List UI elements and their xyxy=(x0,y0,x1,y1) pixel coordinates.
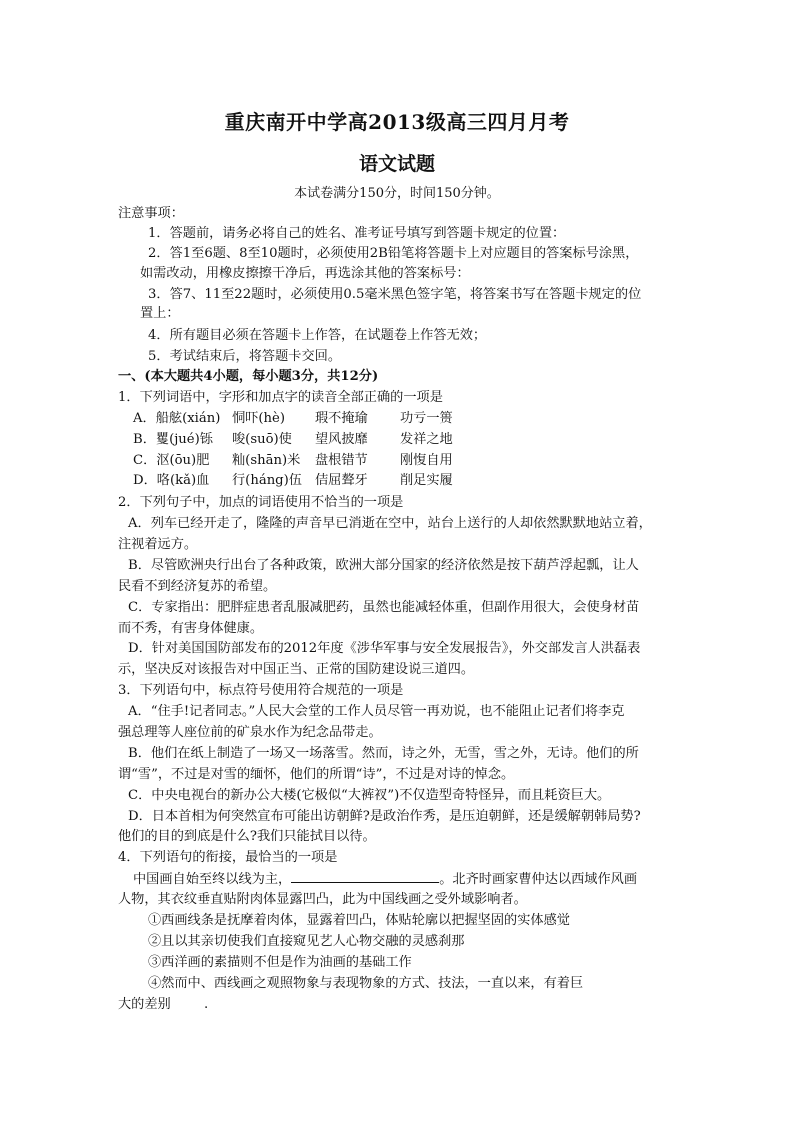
option-c-word-1: C．沤(ōu)肥 xyxy=(133,453,210,468)
note-item: 4．所有题目必须在答题卡上作答，在试题卷上作答无效； xyxy=(148,328,487,343)
option-line: 而不秀，有害身体健康。 xyxy=(118,621,264,636)
option-line: C．中央电视台的新办公大楼(它极似“大裤衩”)不仅造型奇特怪异，而且耗资巨大。 xyxy=(128,788,611,803)
note-item: 2．答1至6题、8至10题时，必须使用2B铅笔将答题卡上对应题目的答案标号涂黑， xyxy=(148,246,639,261)
sentence-option-tail: 大的差别 xyxy=(118,997,171,1012)
option-c-word-3: 盘根错节 xyxy=(315,453,368,468)
option-b-word-2: 唆(suō)使 xyxy=(232,432,292,447)
option-line: D．针对美国国防部发布的2012年度《涉华军事与安全发展报告》，外交部发言人洪磊表 xyxy=(128,641,641,656)
question-stem: 1．下列词语中，字形和加点字的读音全部正确的一项是 xyxy=(118,390,443,405)
option-line: 示，坚决反对该报告对中国正当、正常的国防建设说三道四。 xyxy=(118,662,475,677)
option-b-word-1: B．矍(jué)铄 xyxy=(133,432,213,447)
passage-text: 中国画自始至终以线为主， xyxy=(133,872,292,887)
sentence-option: ④然而中、西线画之观照物象与表现物象的方式、技法，一直以来，有着巨 xyxy=(148,976,584,991)
note-item: 如需改动，用橡皮擦擦干净后，再选涂其他的答案标号： xyxy=(140,266,470,281)
option-c-word-4: 刚愎自用 xyxy=(400,453,453,468)
tail-dot: . xyxy=(204,997,209,1012)
option-line: B．尽管欧洲央行出台了各种政策，欧洲大部分国家的经济依然是按下葫芦浮起瓢，让人 xyxy=(128,558,639,573)
sentence-option: ①西画线条是抚摩着肉体，显露着凹凸，体贴轮廓以把握坚固的实体感觉 xyxy=(148,913,570,928)
option-a-word-2: 恫吓(hè) xyxy=(232,411,285,426)
passage-text: 。北齐时画家曹仲达以西域作风画 xyxy=(439,872,638,887)
option-line: 他们的目的到底是什么?我们只能拭目以待。 xyxy=(118,829,376,844)
option-b-word-3: 望风披靡 xyxy=(315,432,368,447)
sentence-option: ③西洋画的素描则不但是作为油画的基础工作 xyxy=(148,955,412,970)
option-d-word-4: 削足实履 xyxy=(400,473,453,488)
exam-subtitle: 语文试题 xyxy=(358,153,435,175)
note-item: 5．考试结束后，将答题卡交回。 xyxy=(148,349,342,364)
note-item: 1．答题前，请务必将自己的姓名、准考证号填写到答题卡规定的位置： xyxy=(148,226,566,241)
option-c-word-2: 籼(shān)米 xyxy=(232,453,301,468)
question-stem: 4．下列语句的衔接，最恰当的一项是 xyxy=(118,850,338,865)
note-item: 3．答7、11至22题时，必须使用0.5毫米黑色签字笔，将答案书写在答题卡规定的位 xyxy=(148,287,642,302)
option-line: 民看不到经济复苏的希望。 xyxy=(118,579,277,594)
option-line: C．专家指出：肥胖症患者乱服减肥药，虽然也能减轻体重，但副作用很大，会使身材苗 xyxy=(128,600,640,615)
option-b-word-4: 发祥之地 xyxy=(400,432,453,447)
option-line: 强总理等人座位前的矿泉水作为纪念品带走。 xyxy=(118,725,382,740)
section-heading: 一、(本大题共4小题，每小题3分，共12分) xyxy=(118,369,379,384)
option-d-word-1: D．咯(kǎ)血 xyxy=(133,473,210,488)
sentence-option: ②且以其亲切使我们直接窥见艺人心物交融的灵感刹那 xyxy=(148,934,465,949)
option-a-word-3: 瑕不掩瑜 xyxy=(315,411,368,426)
option-line: A．“住手!记者同志。”人民大会堂的工作人员尽管一再劝说，也不能阻止记者们将李克 xyxy=(128,704,625,719)
notes-heading: 注意事项： xyxy=(118,206,184,221)
question-stem: 2．下列句子中，加点的词语使用不恰当的一项是 xyxy=(118,495,404,510)
option-line: 谓“雪”，不过是对雪的缅怀，他们的所谓“诗”，不过是对诗的悼念。 xyxy=(118,767,515,782)
exam-title: 重庆南开中学高2013级高三四月月考 xyxy=(224,110,570,134)
answer-blank xyxy=(291,870,439,883)
option-a-word-1: A．船舷(xián) xyxy=(133,411,221,426)
question-stem: 3．下列语句中，标点符号使用符合规范的一项是 xyxy=(118,683,404,698)
option-line: D．日本首相为何突然宣布可能出访朝鲜?是政治作秀，是压迫朝鲜，还是缓解朝韩局势? xyxy=(128,809,641,824)
passage-line: 人物，其衣纹垂直贴附肉体显露凹凸，此为中国线画之受外域影响者。 xyxy=(118,892,527,907)
option-d-word-3: 佶屈聱牙 xyxy=(315,473,368,488)
passage-line xyxy=(133,870,637,889)
note-item: 置上： xyxy=(140,306,180,321)
option-line: 注视着远方。 xyxy=(118,537,198,552)
exam-info: 本试卷满分150分，时间150分钟。 xyxy=(294,186,500,201)
option-line: B．他们在纸上制造了一场又一场落雪。然而，诗之外，无雪，雪之外，无诗。他们的所 xyxy=(128,746,639,761)
option-d-word-2: 行(háng)伍 xyxy=(232,473,302,488)
option-a-word-4: 功亏一篑 xyxy=(400,411,453,426)
option-line: A．列车已经开走了，隆隆的声音早已消逝在空中，站台上送行的人却依然默默地站立着， xyxy=(128,516,652,531)
